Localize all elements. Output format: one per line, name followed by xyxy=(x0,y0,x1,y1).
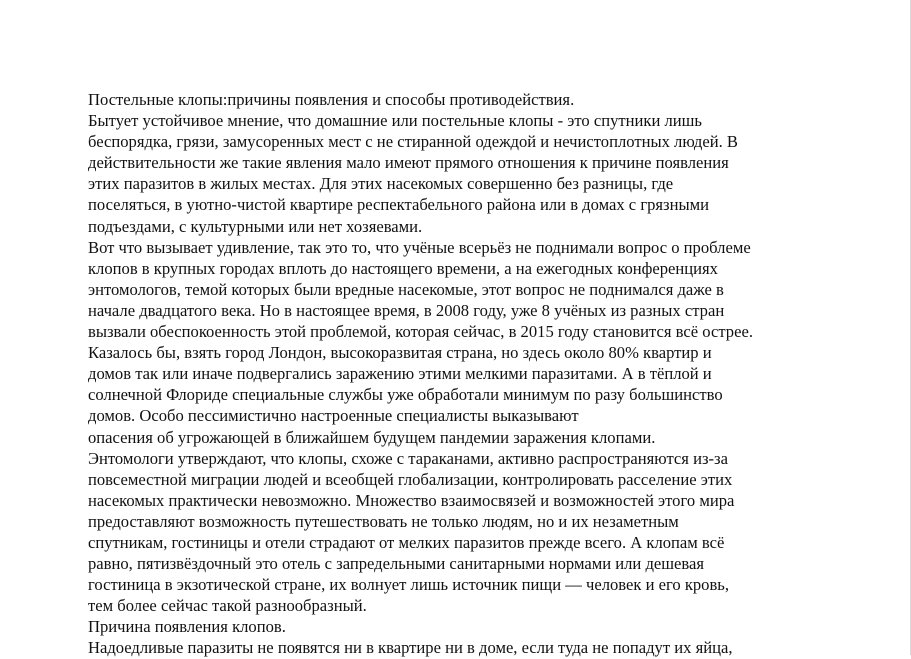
text-line: начале двадцатого века. Но в настоящее время, в 2008 году, уже 8 учёных из разных стран xyxy=(88,300,725,320)
text-line: Вот что вызывает удивление, так это то, что учёные всерьёз не поднимали вопрос о проблеме xyxy=(88,237,751,257)
text-line: тем более сейчас такой разнообразный. xyxy=(88,596,367,616)
text-line: насекомых практически невозможно. Множество взаимосвязей и возможностей этого мира xyxy=(88,490,735,510)
text-line: опасения об угрожающей в ближайшем будущем пандемии заражения клопами. xyxy=(88,427,656,447)
section-heading: Причина появления клопов. xyxy=(88,617,286,637)
text-line: клопов в крупных городах вплоть до настоящего времени, а на ежегодных конференциях xyxy=(88,258,718,278)
text-line: повсеместной миграции людей и всеобщей глобализации, контролировать расселение этих xyxy=(88,469,733,489)
text-line: предоставляют возможность путешествовать не только людям, но и их незаметным xyxy=(88,511,679,531)
text-line: равно, пятизвёздочный это отель с запредельными санитарными нормами или дешевая xyxy=(88,554,705,574)
text-line: Казалось бы, взять город Лондон, высокоразвитая страна, но здесь около 80% квартир и xyxy=(88,343,712,363)
text-line: беспорядка, грязи, замусоренных мест с не стиранной одеждой и нечистоплотных людей. В xyxy=(88,132,738,152)
text-line: подъездами, с культурными или нет хозяевами. xyxy=(88,216,423,236)
text-line: спутникам, гостиницы и отели страдают от мелких паразитов прежде всего. А клопам всё xyxy=(88,532,725,552)
text-line: солнечной Флориде специальные службы уже обработали минимум по разу большинство xyxy=(88,385,723,405)
text-line: Энтомологи утверждают, что клопы, схоже с тараканами, активно распространяются из-за xyxy=(88,448,728,468)
text-line: энтомологов, темой которых были вредные насекомые, этот вопрос не поднимался даже в xyxy=(88,279,724,299)
text-line: Надоедливые паразиты не появятся ни в квартире ни в доме, если туда не попадут их яйца, xyxy=(88,638,733,658)
text-line: Бытует устойчивое мнение, что домашние или постельные клопы - это спутники лишь xyxy=(88,111,703,131)
document-title: Постельные клопы:причины появления и способы противодействия. xyxy=(88,90,575,109)
text-line: домов так или иначе подвергались заражению этими мелкими паразитами. А в тёплой и xyxy=(88,364,712,384)
text-line: домов. Особо пессимистично настроенные специалисты выказывают xyxy=(88,406,579,426)
text-line: действительности же такие явления мало имеют прямого отношения к причине появления xyxy=(88,153,729,173)
text-line: вызвали обеспокоенность этой проблемой, которая сейчас, в 2015 году становится всё острее. xyxy=(88,322,753,342)
text-line: поселяться, в уютно-чистой квартире респектабельного района или в домах с грязными xyxy=(88,195,710,215)
text-line: этих паразитов в жилых местах. Для этих насекомых совершенно без разницы, где xyxy=(88,174,674,194)
document-body xyxy=(88,89,828,659)
text-line: гостиница в экзотической стране, их волнует лишь источник пищи — человек и его кровь, xyxy=(88,575,730,595)
